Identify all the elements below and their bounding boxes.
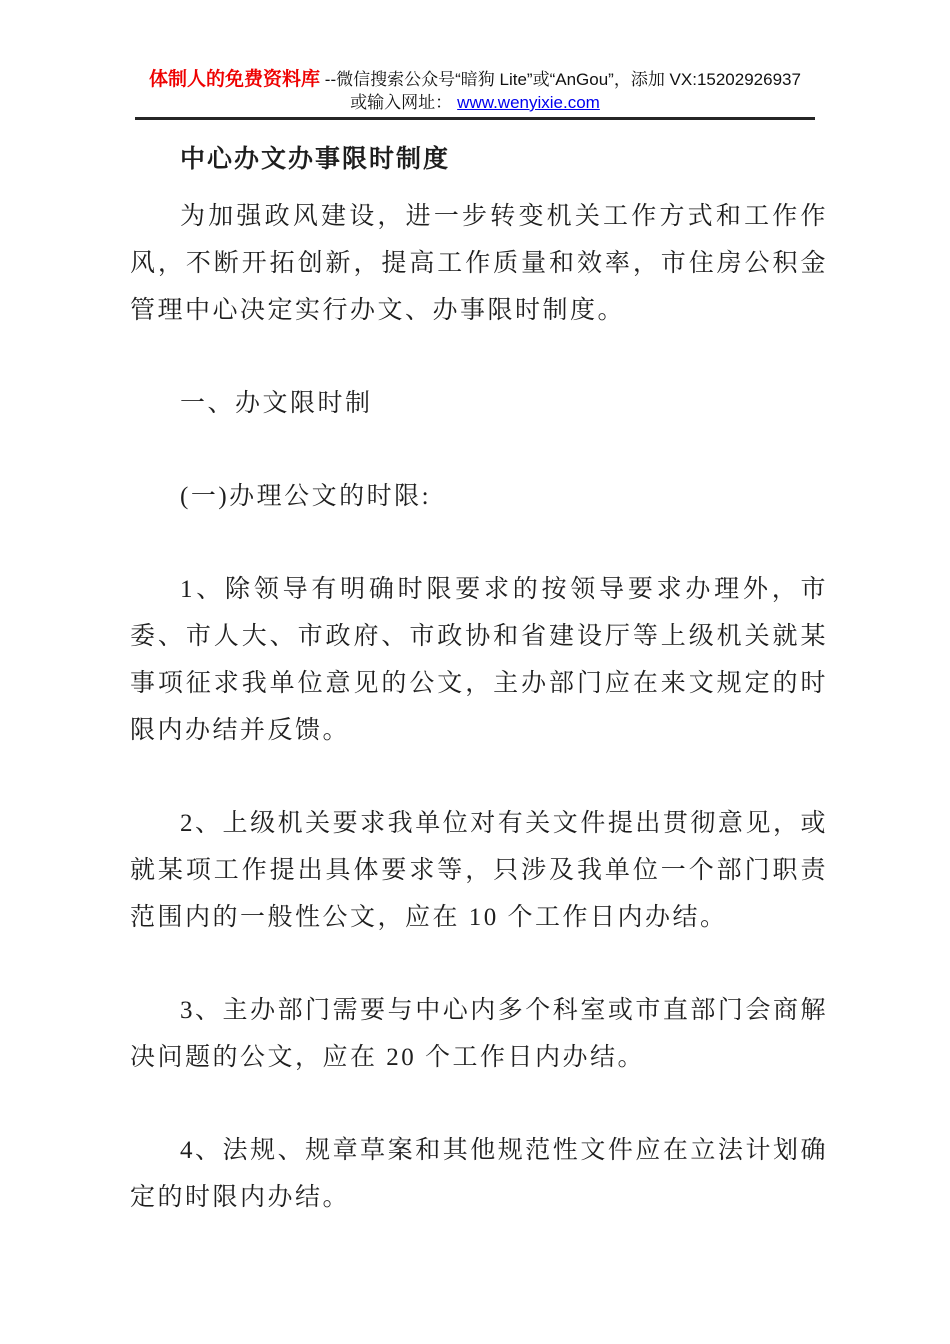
subsection-heading-1: (一)办理公文的时限: — [180, 483, 432, 510]
brand-text: 体制人的免费资料库 — [149, 69, 321, 90]
promo-header — [0, 0, 950, 120]
paragraph-item-4: 4、法规、规章草案和其他规范性文件应在立法计划确定的时限内办结。 — [130, 1137, 828, 1211]
document-title: 中心办文办事限时制度 — [180, 146, 451, 173]
paragraph-item-3: 3、主办部门需要与中心内多个科室或市直部门会商解决问题的公文，应在 20 个工作日内办结。 — [130, 997, 828, 1071]
promo-header-line1 — [0, 68, 950, 91]
paragraph-item-2: 2、上级机关要求我单位对有关文件提出贯彻意见，或就某项工作提出具体要求等，只涉及我单位一个部门职责范围内的一般性公文，应在 10 个工作日内办结。 — [130, 810, 828, 931]
promo-note: --微信搜索公众号“暗狗 Lite”或“AnGou”，添加 VX:15202926937 — [324, 70, 801, 89]
section-heading-1: 一、办文限时制 — [180, 390, 373, 417]
paragraph-item-1: 1、除领导有明确时限要求的按领导要求办理外，市委、市人大、市政府、市政协和省建设厅等上级机关就某事项征求我单位意见的公文，主办部门应在来文规定的时限内办结并反馈。 — [130, 576, 828, 744]
promo-header-line2 — [0, 91, 950, 114]
paragraph-intro: 为加强政风建设，进一步转变机关工作方式和工作作风，不断开拓创新，提高工作质量和效率，市住房公积金管理中心决定实行办文、办事限时制度。 — [130, 203, 828, 324]
website-label: 或输入网址： — [350, 93, 453, 112]
document-body — [130, 136, 828, 1221]
header-divider — [135, 117, 815, 120]
website-link[interactable]: www.wenyixie.com — [457, 93, 600, 112]
